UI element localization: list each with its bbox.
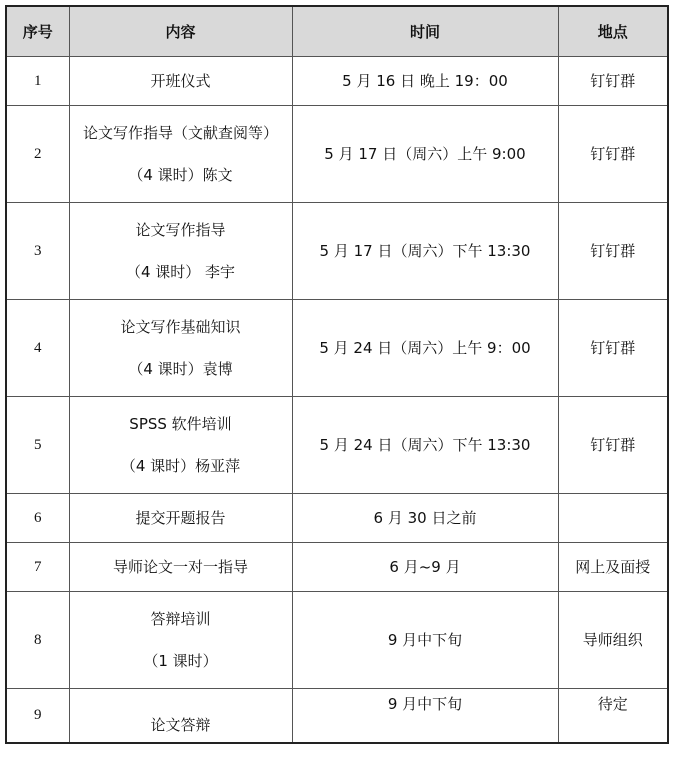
content-line: （4 课时）袁博 [128, 360, 233, 378]
row-content [69, 494, 292, 543]
row-content [69, 57, 292, 106]
table-row [6, 543, 668, 592]
table-row [6, 106, 668, 203]
row-place: 钉钉群 [558, 57, 668, 106]
content-line: （4 课时） 李宇 [125, 263, 236, 281]
row-content [69, 203, 292, 300]
row-place: 待定 [558, 689, 668, 743]
content-line: （1 课时） [143, 652, 218, 670]
table-row [6, 689, 668, 743]
row-no: 2 [6, 106, 69, 203]
content-line: 答辩培训 [150, 610, 211, 628]
row-content [69, 592, 292, 689]
row-place: 钉钉群 [558, 300, 668, 397]
content-line: 提交开题报告 [135, 509, 226, 527]
header-place: 地点 [558, 6, 668, 57]
row-content [69, 543, 292, 592]
content-line: 论文答辩 [150, 716, 211, 735]
table-row [6, 397, 668, 494]
row-no: 4 [6, 300, 69, 397]
content-line: 导师论文一对一指导 [112, 558, 248, 576]
row-no: 5 [6, 397, 69, 494]
header-time: 时间 [292, 6, 558, 57]
table-row [6, 203, 668, 300]
row-content [69, 397, 292, 494]
row-time: 9 月中下旬 [292, 592, 558, 689]
row-no: 9 [6, 689, 69, 743]
row-place: 钉钉群 [558, 203, 668, 300]
content-line: 论文写作指导（文献查阅等） [82, 124, 278, 142]
row-place [558, 494, 668, 543]
row-time: 5 月 17 日（周六）下午 13:30 [292, 203, 558, 300]
row-place: 网上及面授 [558, 543, 668, 592]
table-row [6, 300, 668, 397]
header-no: 序号 [6, 6, 69, 57]
row-no: 6 [6, 494, 69, 543]
content-line: 开班仪式 [150, 72, 211, 90]
row-place: 导师组织 [558, 592, 668, 689]
content-line: （4 课时）杨亚萍 [120, 457, 241, 475]
row-time: 5 月 24 日（周六）下午 13:30 [292, 397, 558, 494]
row-place: 钉钉群 [558, 397, 668, 494]
row-content [69, 106, 292, 203]
table-row [6, 57, 668, 106]
schedule-table [5, 5, 669, 744]
content-line: SPSS 软件培训 [129, 415, 232, 433]
row-time: 5 月 17 日（周六）上午 9:00 [292, 106, 558, 203]
table-row [6, 592, 668, 689]
table-row [6, 494, 668, 543]
row-no: 7 [6, 543, 69, 592]
row-content [69, 300, 292, 397]
row-no: 8 [6, 592, 69, 689]
content-line: 论文写作指导 [135, 221, 226, 239]
row-place: 钉钉群 [558, 106, 668, 203]
row-time: 6 月 30 日之前 [292, 494, 558, 543]
content-line: 论文写作基础知识 [120, 318, 241, 336]
row-time: 5 月 16 日 晚上 19：00 [292, 57, 558, 106]
row-time: 6 月~9 月 [292, 543, 558, 592]
content-line: （4 课时）陈文 [128, 166, 233, 184]
row-no: 3 [6, 203, 69, 300]
row-no: 1 [6, 57, 69, 106]
row-time: 5 月 24 日（周六）上午 9：00 [292, 300, 558, 397]
row-time: 9 月中下旬 [292, 689, 558, 743]
header-content: 内容 [69, 6, 292, 57]
table-header-row [6, 6, 668, 57]
row-content [69, 689, 292, 743]
